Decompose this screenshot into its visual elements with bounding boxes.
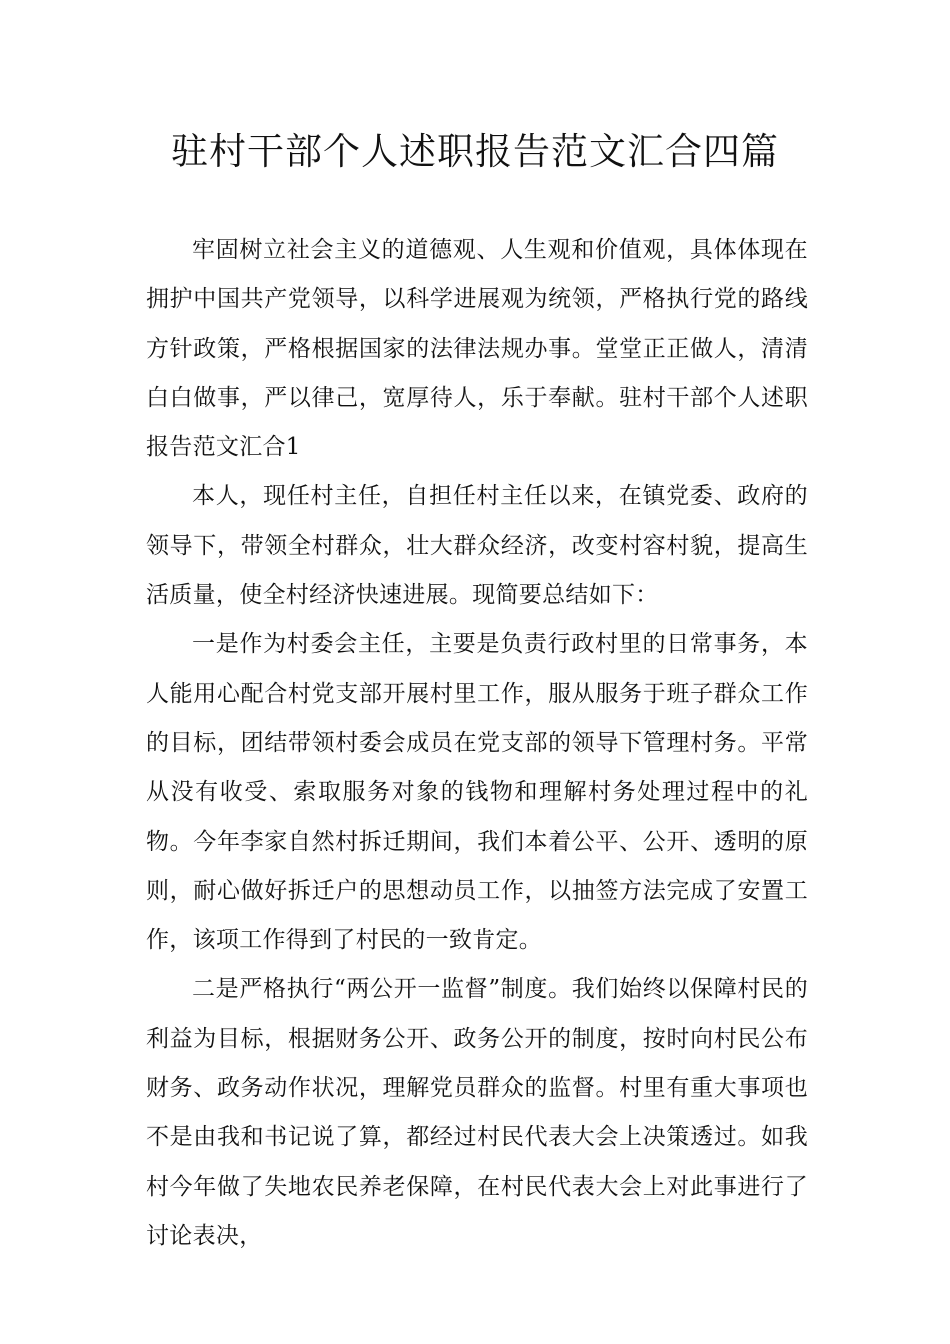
paragraph: 本人，现任村主任，自担任村主任以来，在镇党委、政府的领导下，带领全村群众，壮大群众经济，改变村容村貌，提高生活质量，使全村经济快速进展。现简要总结如下：	[146, 483, 808, 609]
paragraph: 二是严格执行“两公开一监督”制度。我们始终以保障村民的利益为目标，根据财务公开、政务公开的制度，按时向村民公布财务、政务动作状况，理解党员群众的监督。村里有重大事项也不是由我和书记说了算，都经过村民代表大会上决策透过。如我村今年做了失地农民养老保障，在村民代表大会上对此事进行了讨论表决，	[146, 976, 808, 1249]
paragraph: 牢固树立社会主义的道德观、人生观和价值观，具体体现在拥护中国共产党领导，以科学进展观为统领，严格执行党的路线方针政策，严格根据国家的法律法规办事。堂堂正正做人，清清白白做事，严以律己，宽厚待人，乐于奉献。驻村干部个人述职报告范文汇合1	[146, 237, 808, 461]
document-title: 驻村干部个人述职报告范文汇合四篇	[171, 130, 779, 173]
document-body	[146, 226, 808, 1261]
paragraph: 一是作为村委会主任，主要是负责行政村里的日常事务，本人能用心配合村党支部开展村里工作，服从服务于班子群众工作的目标，团结带领村委会成员在党支部的领导下管理村务。平常从没有收受、索取服务对象的钱物和理解村务处理过程中的礼物。今年李家自然村拆迁期间，我们本着公平、公开、透明的原则，耐心做好拆迁户的思想动员工作，以抽签方法完成了安置工作，该项工作得到了村民的一致肯定。	[146, 631, 808, 954]
